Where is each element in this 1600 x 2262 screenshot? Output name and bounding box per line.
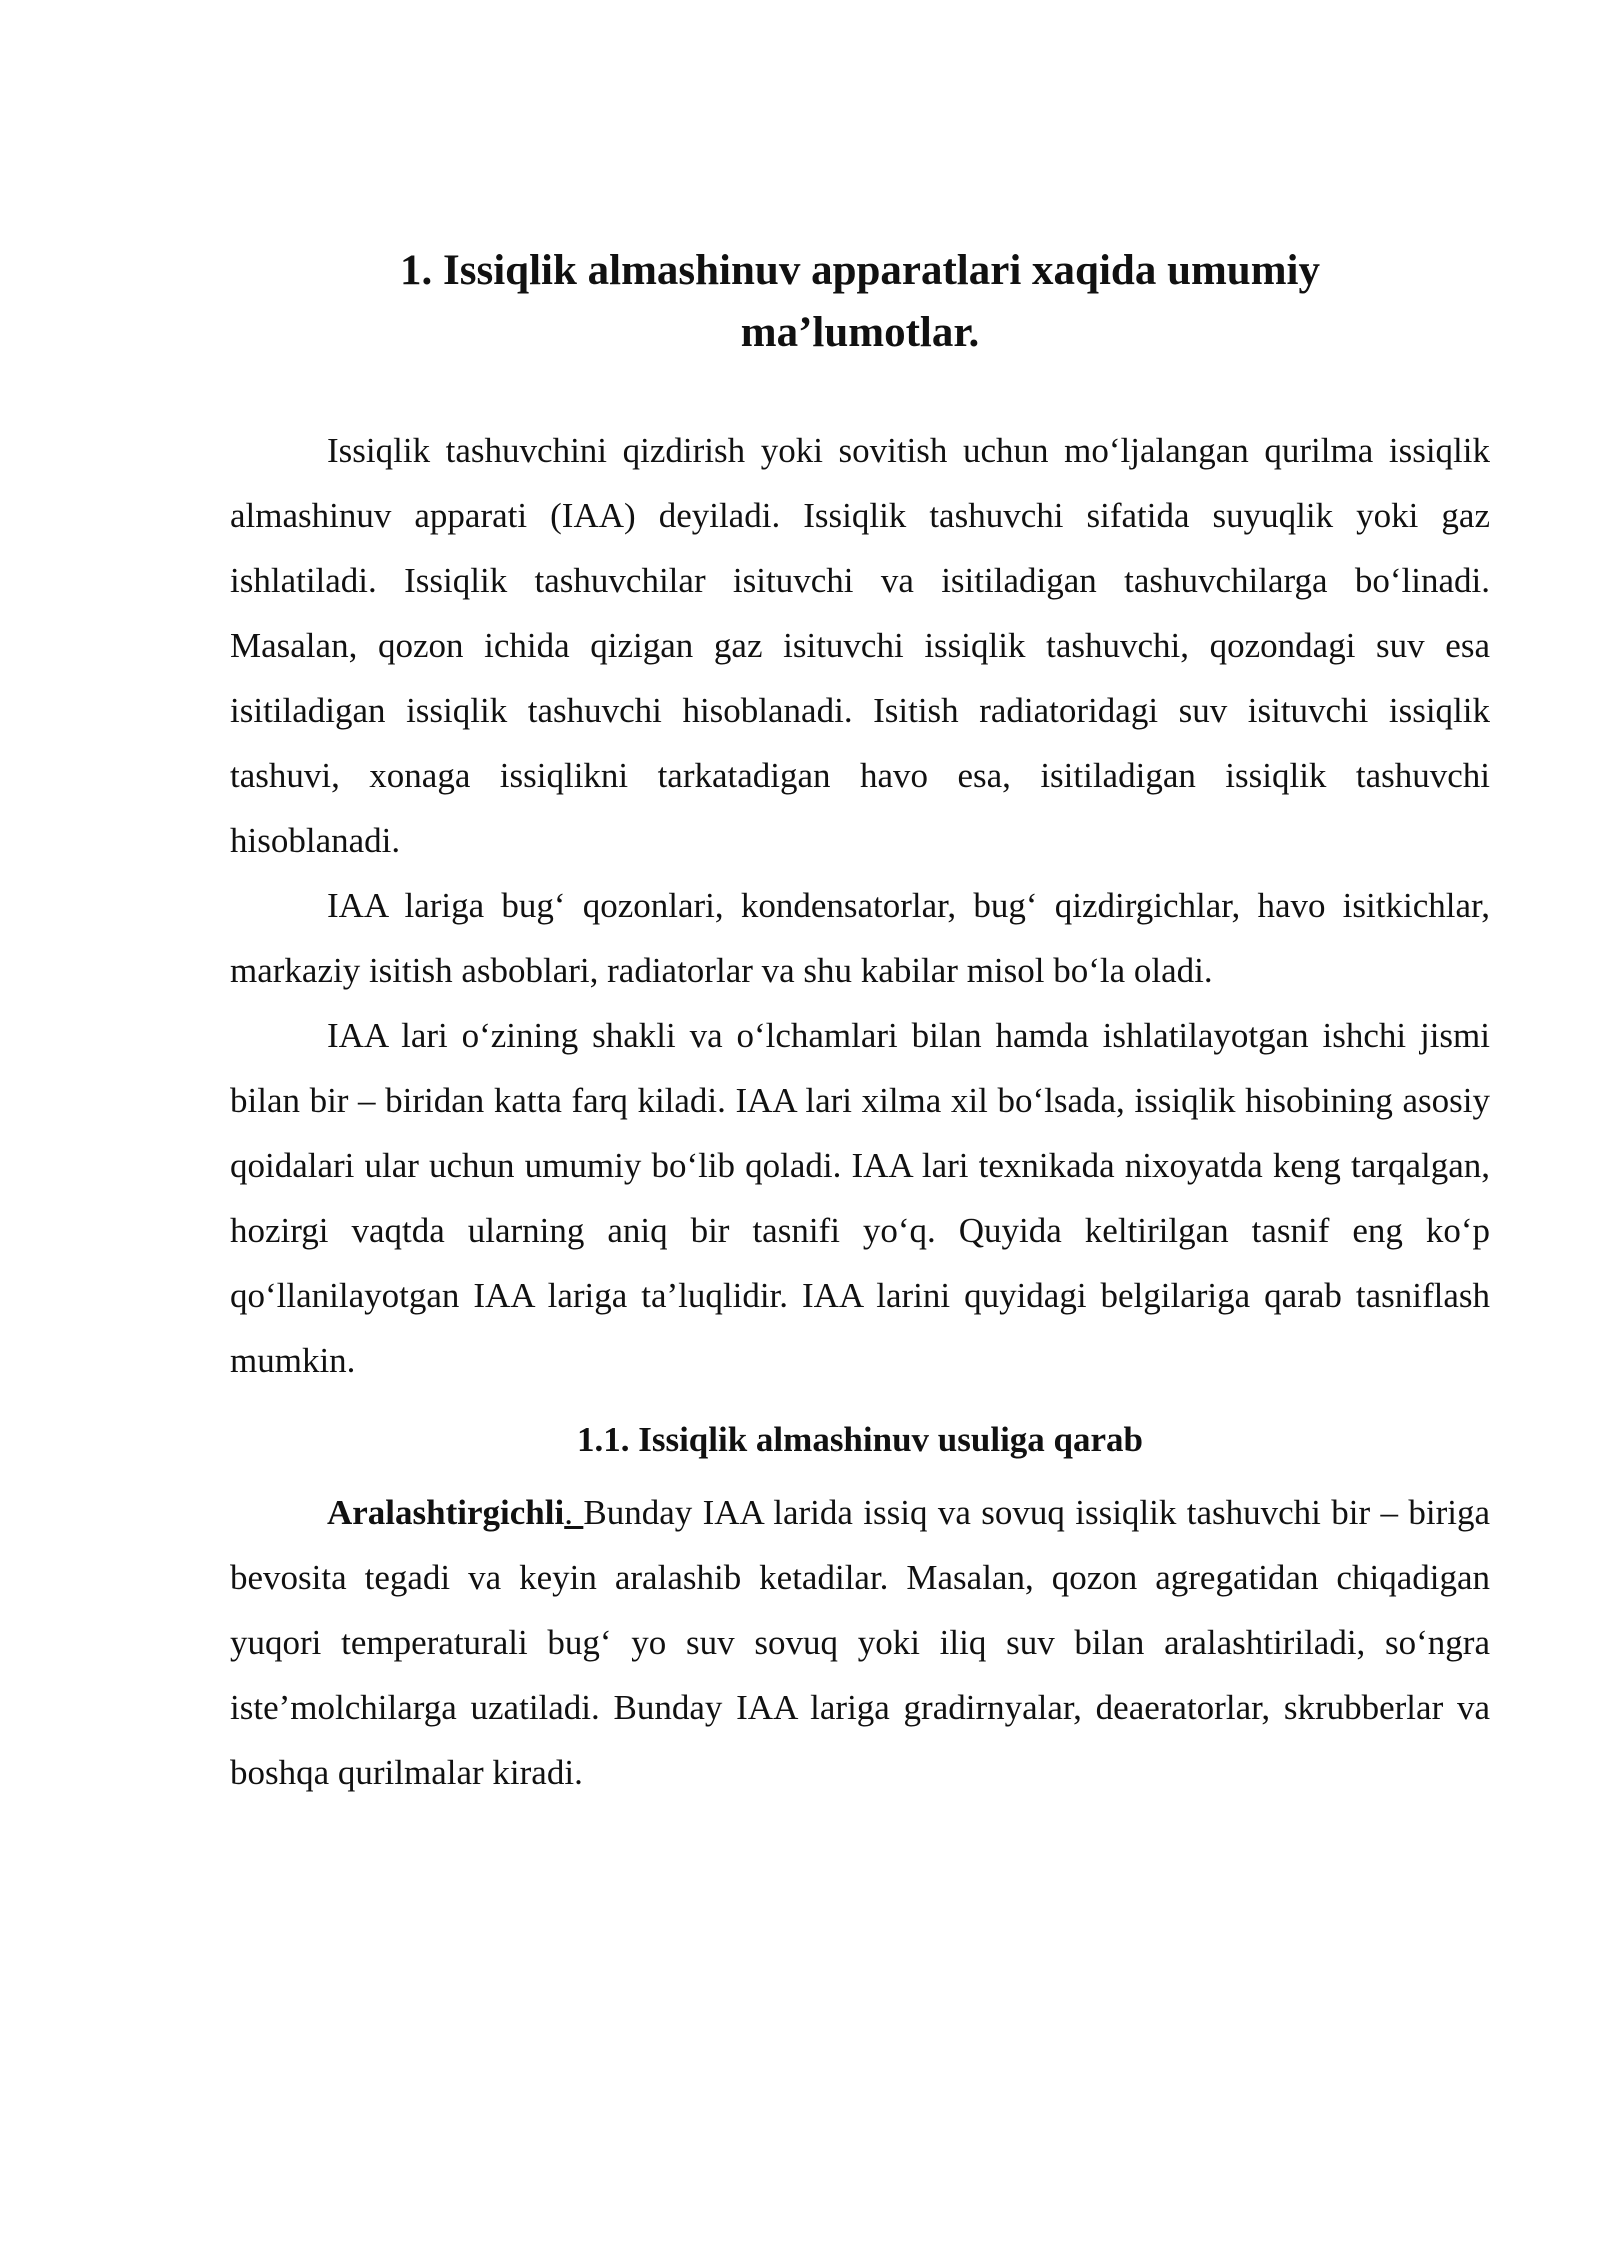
page-title-line1: 1. Issiqlik almashinuv apparatlari xaqida umumiy	[400, 247, 1320, 294]
body-paragraph: IAA lariga bug‘ qozonlari, kondensatorlar, bug‘ qizdirgichlar, havo isitkichlar, markaziy isitish asboblari, radiatorlar va shu kabilar misol bo‘la oladi.	[230, 886, 1490, 990]
paragraph-lead-term: Aralashtirgichli	[327, 1493, 565, 1532]
paragraph-text: Bunday IAA larida issiq va sovuq issiqlik tashuvchi bir – biriga bevosita tegadi va keyin aralashib ketadilar. Masalan, qozon agregatidan chiqadigan yuqori temperaturali bug‘ yo suv sovuq yoki iliq suv bilan aralashtiriladi, so‘ngra iste’molchilarga uzatiladi. Bunday IAA lariga gradirnyalar, deaeratorlar, skrubberlar va boshqa qurilmalar kiradi.	[230, 1493, 1491, 1792]
section-subtitle: 1.1. Issiqlik almashinuv usuliga qarab	[576, 1420, 1144, 1459]
page-title-line2: ma’lumotlar.	[740, 309, 980, 356]
document-page	[230, 240, 1490, 1805]
page-title	[230, 240, 1490, 364]
body-paragraph-last	[230, 1480, 1490, 1805]
body-paragraph: IAA lari o‘zining shakli va o‘lchamlari bilan hamda ishlatilayotgan ishchi jismi bilan bir – biridan katta farq kiladi. IAA lari xilma xil bo‘lsada, issiqlik hisobining asosiy qoidalari ular uchun umumiy bo‘lib qoladi. IAA lari texnikada nixoyatda keng tarqalgan, hozirgi vaqtda ularning aniq bir tasnifi yo‘q. Quyida keltirilgan tasnif eng ko‘p qo‘llanilayotgan IAA lariga ta’luqlidir. IAA larini quyidagi belgilariga qarab tasniflash mumkin.	[230, 1016, 1490, 1380]
body-paragraph: Issiqlik tashuvchini qizdirish yoki sovitish uchun mo‘ljalangan qurilma issiqlik almashinuv apparati (IAA) deyiladi. Issiqlik tashuvchi sifatida suyuqlik yoki gaz ishlatiladi. Issiqlik tashuvchilar isituvchi va isitiladigan tashuvchilarga bo‘linadi. Masalan, qozon ichida qizigan gaz isituvchi issiqlik tashuvchi, qozondagi suv esa isitiladigan issiqlik tashuvchi hisoblanadi. Isitish radiatoridagi suv isituvchi issiqlik tashuvi, xonaga issiqlikni tarkatadigan havo esa, isitiladigan issiqlik tashuvchi hisoblanadi.	[230, 431, 1490, 860]
paragraph-lead-separator: .	[564, 1493, 584, 1532]
